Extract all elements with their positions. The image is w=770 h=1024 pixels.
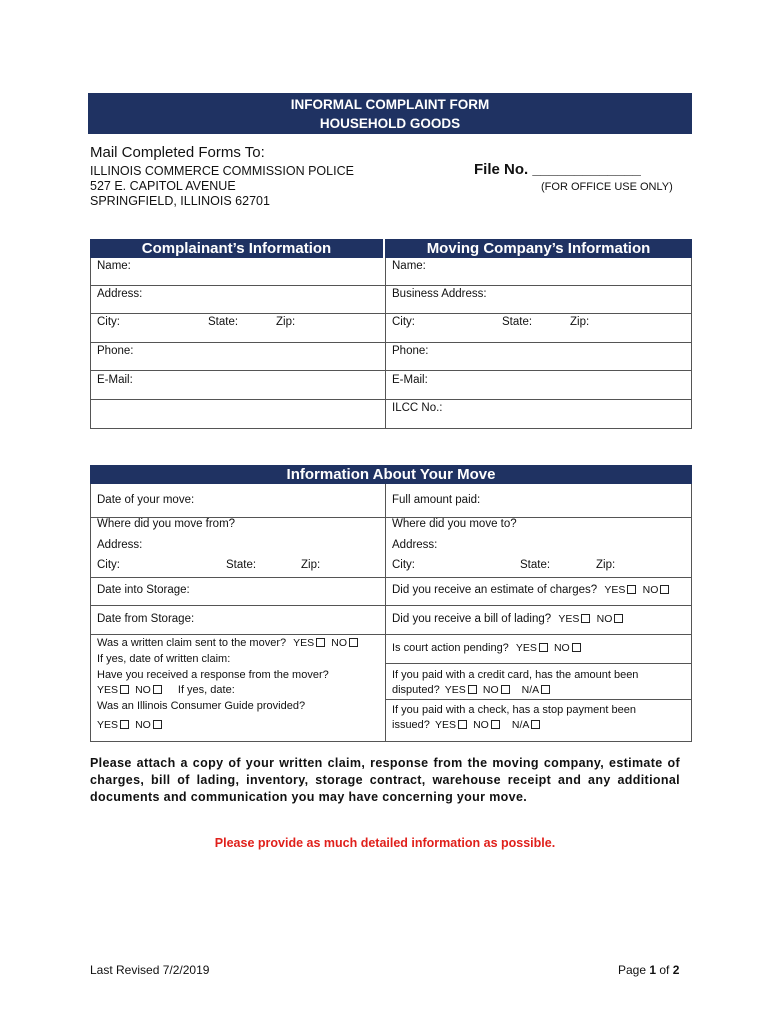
court-no-checkbox[interactable] bbox=[572, 643, 581, 652]
move-section-header: Information About Your Move bbox=[90, 465, 692, 484]
credit-card-question: If you paid with a credit card, has the amount been bbox=[392, 669, 639, 681]
bill-of-lading-question: Did you receive a bill of lading? YES NO bbox=[392, 613, 626, 625]
to-state-field[interactable]: State: bbox=[520, 559, 551, 571]
move-date-field[interactable]: Date of your move: bbox=[97, 494, 195, 506]
guide-yes-checkbox[interactable] bbox=[120, 720, 129, 729]
check-no-checkbox[interactable] bbox=[491, 720, 500, 729]
last-revised: Last Revised 7/2/2019 bbox=[90, 963, 210, 977]
to-city-field[interactable]: City: bbox=[392, 559, 415, 571]
claim-yes-checkbox[interactable] bbox=[316, 638, 325, 647]
form-subtitle: HOUSEHOLD GOODS bbox=[319, 116, 461, 131]
mover-name-field[interactable]: Name: bbox=[392, 260, 426, 272]
estimate-no-checkbox[interactable] bbox=[660, 585, 669, 594]
mail-address-line: ILLINOIS COMMERCE COMMISSION POLICE bbox=[90, 164, 354, 178]
from-state-field[interactable]: State: bbox=[226, 559, 257, 571]
file-number-field[interactable]: File No. _____________ bbox=[474, 161, 641, 178]
mail-address-line: 527 E. CAPITOL AVENUE bbox=[90, 179, 236, 193]
check-question: If you paid with a check, has a stop payment been bbox=[392, 704, 636, 716]
mover-state-field[interactable]: State: bbox=[502, 316, 533, 328]
consumer-guide-answer: YES NO bbox=[97, 719, 165, 731]
credit-na-checkbox[interactable] bbox=[541, 685, 550, 694]
written-claim-question: Was a written claim sent to the mover? YES NO bbox=[97, 637, 361, 649]
consumer-guide-question: Was an Illinois Consumer Guide provided? bbox=[97, 700, 306, 712]
to-address-field[interactable]: Address: bbox=[392, 539, 438, 551]
move-from-label: Where did you move from? bbox=[97, 518, 236, 530]
from-address-field[interactable]: Address: bbox=[97, 539, 143, 551]
guide-no-checkbox[interactable] bbox=[153, 720, 162, 729]
bill-no-checkbox[interactable] bbox=[614, 614, 623, 623]
to-zip-field[interactable]: Zip: bbox=[596, 559, 616, 571]
mover-address-field[interactable]: Business Address: bbox=[392, 288, 487, 300]
estimate-yes-checkbox[interactable] bbox=[627, 585, 636, 594]
mail-heading: Mail Completed Forms To: bbox=[90, 144, 265, 161]
attachment-instructions: Please attach a copy of your written claim, response from the moving company, estimate of charges, bill of lading, inventory, storage contract, warehouse receipt and any additional documents and communication you may have concerning your move. bbox=[90, 756, 680, 804]
credit-no-checkbox[interactable] bbox=[501, 685, 510, 694]
response-yes-checkbox[interactable] bbox=[120, 685, 129, 694]
mail-address-line: SPRINGFIELD, ILLINOIS 62701 bbox=[90, 194, 270, 208]
complainant-name-field[interactable]: Name: bbox=[97, 260, 131, 272]
credit-yes-checkbox[interactable] bbox=[468, 685, 477, 694]
mover-city-field[interactable]: City: bbox=[392, 316, 415, 328]
form-title: INFORMAL COMPLAINT FORM bbox=[290, 97, 490, 112]
complainant-email-field[interactable]: E-Mail: bbox=[97, 374, 133, 386]
detail-note: Please provide as much detailed information as possible. bbox=[214, 836, 556, 850]
full-amount-field[interactable]: Full amount paid: bbox=[392, 494, 481, 506]
response-date-field[interactable]: If yes, date: bbox=[177, 684, 235, 696]
mover-email-field[interactable]: E-Mail: bbox=[392, 374, 428, 386]
estimate-question: Did you receive an estimate of charges? YES NO bbox=[392, 584, 672, 596]
check-yes-checkbox[interactable] bbox=[458, 720, 467, 729]
complainant-address-field[interactable]: Address: bbox=[97, 288, 143, 300]
court-action-question: Is court action pending? YES NO bbox=[392, 642, 584, 654]
complainant-phone-field[interactable]: Phone: bbox=[97, 345, 134, 357]
move-to-label: Where did you move to? bbox=[392, 518, 517, 530]
complainant-section-header: Complainant’s Information bbox=[90, 239, 383, 258]
mover-phone-field[interactable]: Phone: bbox=[392, 345, 429, 357]
complainant-zip-field[interactable]: Zip: bbox=[276, 316, 296, 328]
bill-yes-checkbox[interactable] bbox=[581, 614, 590, 623]
response-no-checkbox[interactable] bbox=[153, 685, 162, 694]
response-question: Have you received a response from the mover? bbox=[97, 669, 329, 681]
check-na-checkbox[interactable] bbox=[531, 720, 540, 729]
claim-date-field[interactable]: If yes, date of written claim: bbox=[97, 653, 231, 665]
complainant-city-field[interactable]: City: bbox=[97, 316, 120, 328]
from-zip-field[interactable]: Zip: bbox=[301, 559, 321, 571]
into-storage-field[interactable]: Date into Storage: bbox=[97, 584, 190, 596]
form-title-banner bbox=[88, 93, 692, 134]
page-number: Page 1 of 2 bbox=[618, 963, 680, 977]
from-storage-field[interactable]: Date from Storage: bbox=[97, 613, 195, 625]
response-answer: YES NO If yes, date: bbox=[97, 684, 235, 696]
office-use-note: (FOR OFFICE USE ONLY) bbox=[541, 181, 673, 193]
mover-zip-field[interactable]: Zip: bbox=[570, 316, 590, 328]
claim-no-checkbox[interactable] bbox=[349, 638, 358, 647]
from-city-field[interactable]: City: bbox=[97, 559, 120, 571]
mover-section-header: Moving Company’s Information bbox=[385, 239, 692, 258]
complainant-state-field[interactable]: State: bbox=[208, 316, 239, 328]
court-yes-checkbox[interactable] bbox=[539, 643, 548, 652]
check-answer: issued? YES NO N/A bbox=[392, 719, 543, 731]
credit-card-answer: disputed? YES NO N/A bbox=[392, 684, 553, 696]
mover-ilcc-field[interactable]: ILCC No.: bbox=[392, 402, 443, 414]
